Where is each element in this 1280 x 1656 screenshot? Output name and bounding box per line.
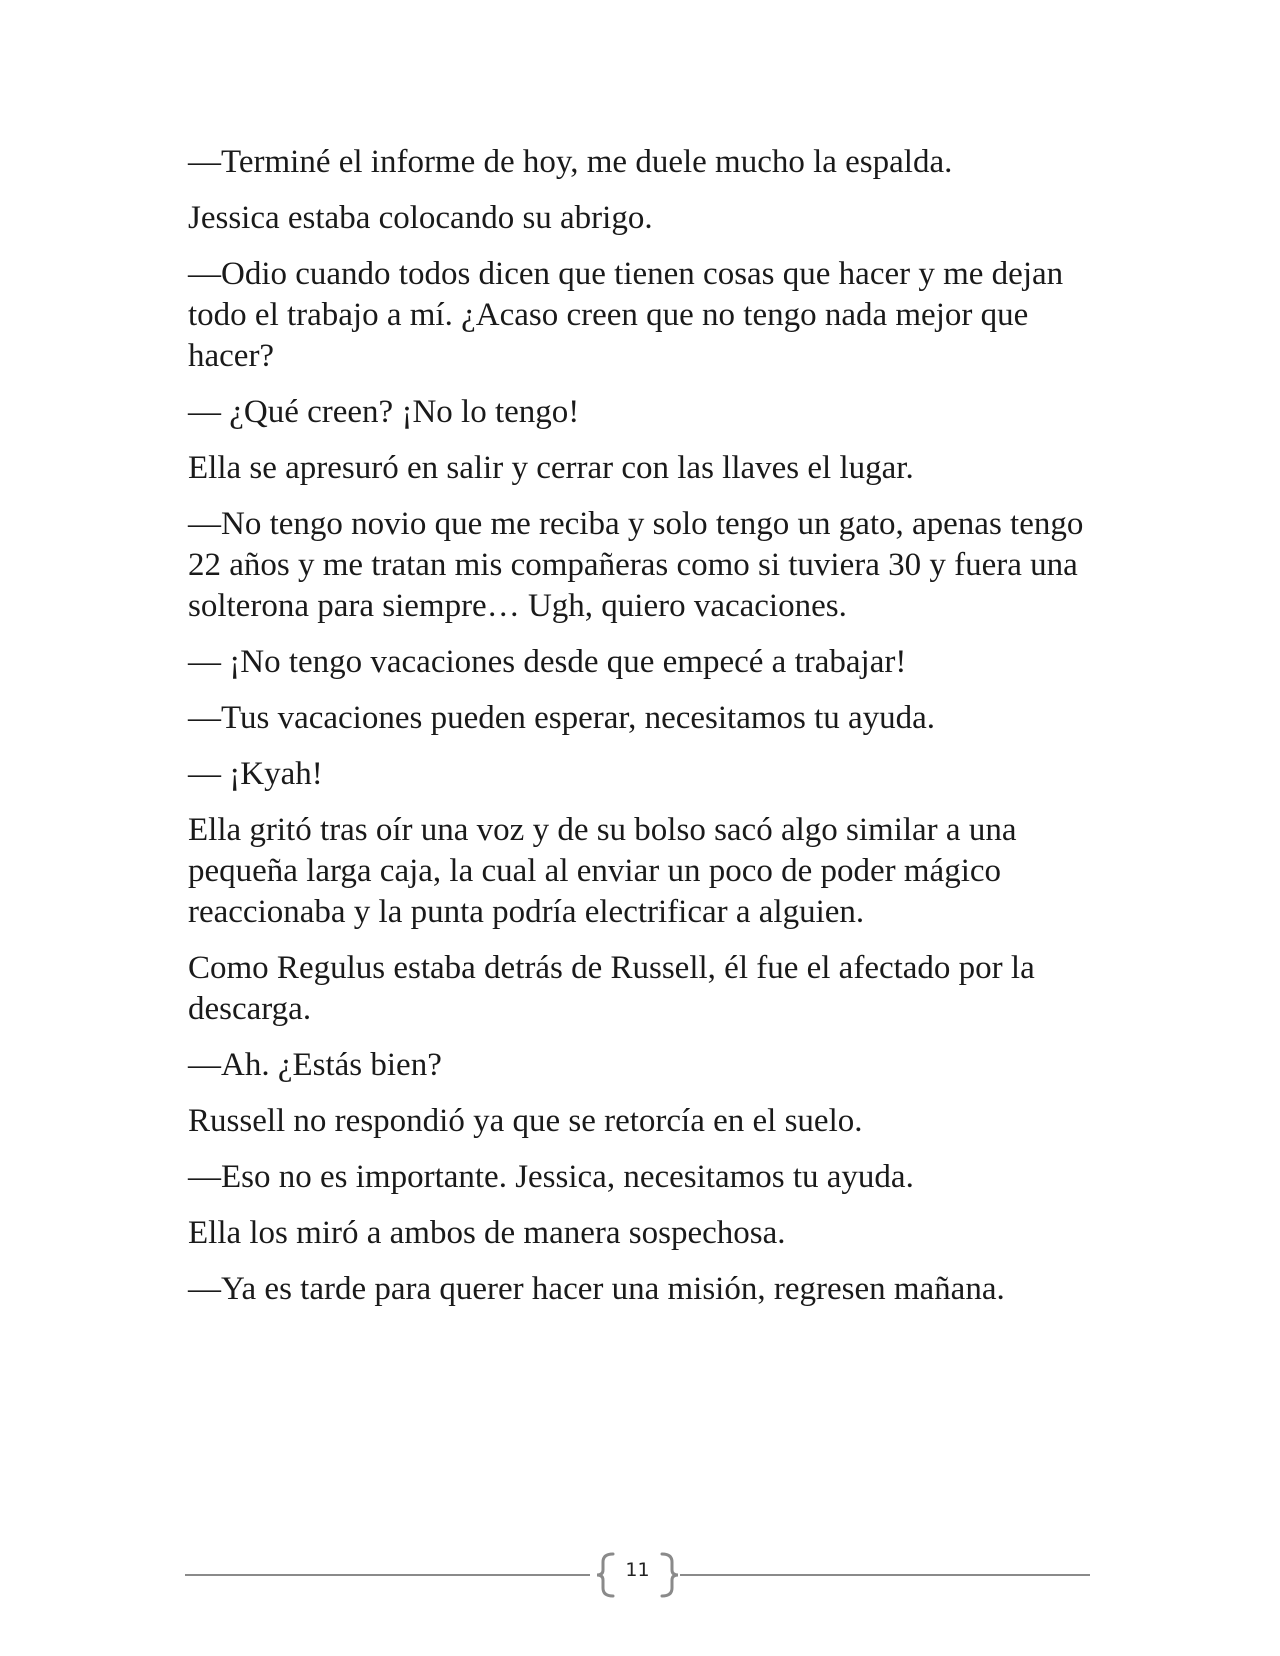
- body-text: [188, 142, 1098, 1325]
- paragraph: —Odio cuando todos dicen que tienen cosas que hacer y me dejan todo el trabajo a mí. ¿Acaso creen que no tengo nada mejor que hacer?: [188, 256, 1064, 374]
- paragraph: Ella los miró a ambos de manera sospechosa.: [188, 1215, 786, 1251]
- paragraph: —Ah. ¿Estás bien?: [188, 1047, 442, 1083]
- paragraph: — ¡Kyah!: [188, 756, 323, 792]
- paragraph: —Ya es tarde para querer hacer una misión, regresen mañana.: [188, 1271, 1005, 1307]
- paragraph: Ella gritó tras oír una voz y de su bolso sacó algo similar a una pequeña larga caja, la cual al enviar un poco de poder mágico reaccionaba y la punta podría electrificar a alguien.: [188, 812, 1017, 930]
- footer-rule-left: [185, 1574, 590, 1576]
- paragraph: Como Regulus estaba detrás de Russell, él fue el afectado por la descarga.: [188, 950, 1035, 1027]
- paragraph: —Eso no es importante. Jessica, necesitamos tu ayuda.: [188, 1159, 914, 1195]
- footer-rule-right: [680, 1574, 1090, 1576]
- paragraph: —No tengo novio que me reciba y solo tengo un gato, apenas tengo 22 años y me tratan mis compañeras como si tuviera 30 y fuera una solterona para siempre… Ugh, quiero vacaciones.: [188, 506, 1084, 624]
- paragraph: Jessica estaba colocando su abrigo.: [188, 200, 653, 236]
- paragraph: —Terminé el informe de hoy, me duele mucho la espalda.: [188, 144, 953, 180]
- paragraph: — ¡No tengo vacaciones desde que empecé a trabajar!: [188, 644, 907, 680]
- paragraph: —Tus vacaciones pueden esperar, necesitamos tu ayuda.: [188, 700, 936, 736]
- page-number: 11: [625, 1559, 650, 1581]
- paragraph: Ella se apresuró en salir y cerrar con las llaves el lugar.: [188, 450, 914, 486]
- paragraph: Russell no respondió ya que se retorcía en el suelo.: [188, 1103, 863, 1139]
- paragraph: — ¿Qué creen? ¡No lo tengo!: [188, 394, 580, 430]
- page-footer: [185, 1548, 1090, 1600]
